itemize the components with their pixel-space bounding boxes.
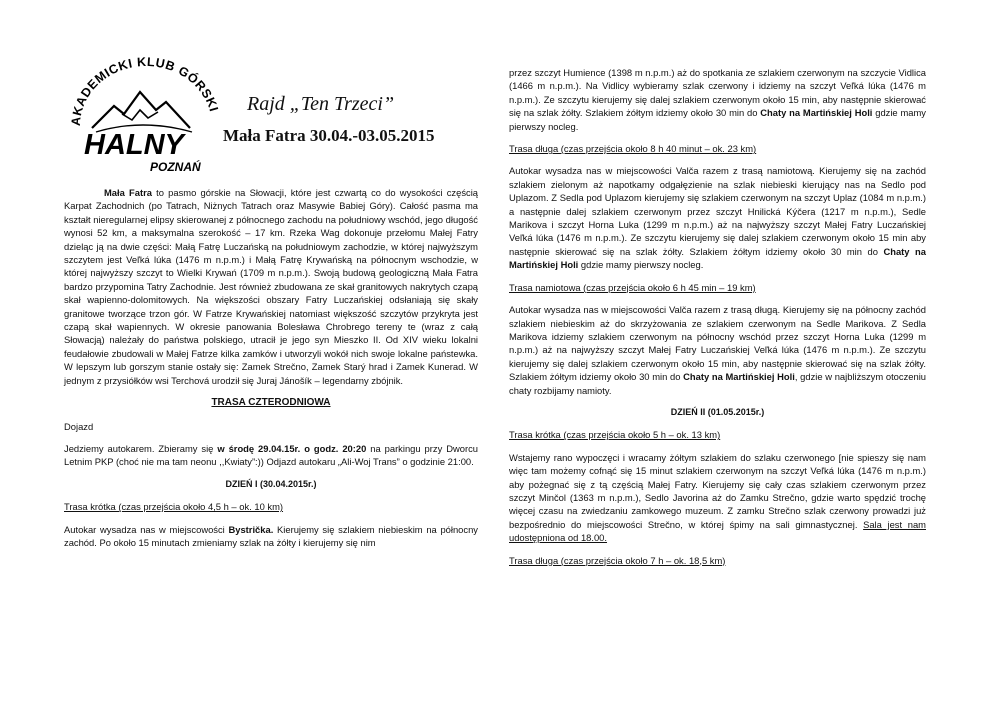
page-title: Rajd „Ten Trzeci” (247, 93, 395, 115)
page-subtitle: Mała Fatra 30.04.-03.05.2015 (223, 126, 435, 145)
intro-paragraph (64, 186, 478, 387)
tent1-text-b: , gdzie w najbliższym otoczeniu chaty rozbijamy namioty. (509, 371, 926, 396)
continuation-paragraph (509, 66, 926, 133)
day1-heading: DZIEŃ I (30.04.2015r.) (225, 478, 317, 489)
cont-text-b: gdzie mamy pierwszy nocleg. (509, 107, 926, 132)
logo-name: HALNY (84, 129, 184, 161)
route-short-1-paragraph (64, 523, 478, 550)
tent1-text-a: Autokar wysadza nas w miejscowości Valča razem z trasą długą. Kierujemy się na północny zachód szlakiem niebieskim aż do skrzyżowania ze szlakiem czerwonym na Sedle Marikova. Z Sedla Marikova idziemy szlakiem czerwonym na północny wschód przez szczyt Horna Luka (1299 m n.p.m.) aż na najwyższy szczyt Małej Fatry Luczańskiej Veľká lúka (1476 m n.p.m.). Ze szczytu kierujemy się dalej szlakiem czerwonym około 15 min, aby następnie skierować się na szlak żółty. Szlakiem żółtym idziemy około 30 min do (509, 304, 926, 383)
dojazd-paragraph (64, 442, 478, 469)
long1-text-b: gdzie mamy pierwszy nocleg. (578, 259, 704, 271)
short2-text-a: Wstajemy rano wypoczęci i wracamy żółtym szlakiem do szlaku czerwonego [nie spieszy się nam więc tam możemy cofnąć się 15 minut szlakiem czerwonym na szczyt Veľká lúka (1476 m n.p.m.) aby pożegnać się z tą częścią Małej Fatry. Kierujemy się cały czas szlakiem czerwonym przez szczyt Minčol (1363 m n.p.m.), Sedlo Javorina aż do Zamku Strečno, gdzie warto spędzić trochę więcej czasu na zwiedzaniu zamkowego muzeum. Z zamku Strečno szlak czerwony prowadzi już bezpośrednio do miejscowości Strečno, w której śpimy na sali gimnastycznej. (509, 451, 926, 530)
short1-bold: Bystrička. (228, 523, 274, 535)
route-tent-1-heading: Trasa namiotowa (czas przejścia około 6 h 45 min – 19 km) (509, 281, 756, 293)
day2-heading: DZIEŃ II (01.05.2015r.) (670, 406, 765, 417)
route-tent-1-paragraph (509, 303, 926, 397)
dojazd-label: Dojazd (64, 420, 94, 432)
dojazd-text-b: na parkingu przy Dworcu Letnim PKP (choć nie ma tam neonu ,,Kwiaty”:)) Odjazd autokaru „Ali-Woj Trans” o godzinie 21:00. (64, 442, 478, 468)
logo-city: POZNAŃ (150, 160, 201, 174)
route-short-1-heading: Trasa krótka (czas przejścia około 4,5 h – ok. 10 km) (64, 501, 284, 513)
short1-text-b: Kierujemy się szlakiem niebieskim na północny zachód. Po około 15 minutach zmieniamy szlak na żółty i kierujemy się nim (64, 523, 478, 548)
section-title: TRASA CZTERODNIOWA (211, 397, 331, 409)
left-column (64, 186, 478, 558)
long1-text-a: Autokar wysadza nas w miejscowości Valča razem z trasą namiotową. Kierujemy się na zachód szlakiem zielonym aż napotkamy odgałęzienie na szlak niebieski kierujący nas na Sedlo pod Uplazom. Z Sedla pod Uplazom kierujemy się szlakiem czerwonym na szczyt Uplaz (1084 m n.p.m.) a następnie dalej szlakiem czerwonym przez szczyt Hnilická Kýčera (1217 m n.p.m.), Sedle Marikova i szczyt Horna Luka (1299 m n.p.m.) aż na najwyższy szczyt Małej Fatry Luczańskiej Veľká lúka (1476 m n.p.m.). Ze szczytu kierujemy się dalej szlakiem czerwonym około 15 min aby następnie skierować się na szlak żółty. Szlakiem żółtym idziemy około 30 min do (509, 165, 926, 257)
dojazd-bold: w środę 29.04.15r. o godz. 20:20 (217, 442, 367, 454)
intro-bold: Mała Fatra (104, 187, 152, 198)
route-long-1-paragraph (509, 164, 926, 271)
club-logo (62, 48, 227, 180)
logo-arc-text: AKADEMICKI KLUB GÓRSKI (68, 54, 221, 127)
intro-text: to pasmo górskie na Słowacji, które jest czwartą co do wysokości częścią Karpat Zachodnich (po Tatrach, Niżnych Tatrach oraz Masywie Babiej Góry). Całość pasma ma kształt nieregularnej elipsy skierowanej z północnego zachodu na południowy wschód, jego długość wynosi 52 km, a maksymalna szerokość – 17 km. Rzeka Wag dokonuje przełomu Małej Fatry dzieląc ją na dwie części: Małą Fatrę Luczańską na południowym zachodzie, w której najwyższym szczytem jest Veľká lúka (1476 m n.p.m.) i Małą Fatrę Krywańską na północnym wschodzie, w której najwyższy szczyt to Wielki Krywań (1709 m n.p.m.). Swoją budową geologiczną Mała Fatra bardzo przypomina Tatry Zachodnie. Jest również zbudowana ze skał granitowych nakrytych czapą skał wapienno-dolomitowych. Na większości obszary Fatry Luczańskiej odsłaniają się skały granitowe tworzące trzon gór. W Fatrze Krywańskiej natomiast większość szczytów przykryta jest czapą skał wapiennych. W okresie panowania Bolesława Chrobrego tereny te (wraz z całą Słowacją) należały do państwa polskiego, utracił je jego syn Mieszko II. Od XIV wieku lokalni feudałowie zbudowali w Małej Fatrze kilka zamków i utworzyli wokół nich swoje lokalne państewka. W lepszym lub gorszym stanie ostały się: Zamek Strečno, Zamek Starý hrad i Zamek Kunerad. W jednym z przysiółków wsi Terchová urodził się Juraj Jánošík – legendarny zbójnik. (64, 187, 478, 386)
route-long-2-heading: Trasa długa (czas przejścia około 7 h – ok. 18,5 km) (509, 554, 726, 566)
chata-bold-1: Chaty na Martińskiej Holi (760, 107, 873, 119)
short2-underlined: Sala jest nam udostępniona od 18.00. (509, 518, 926, 544)
route-short-2-heading: Trasa krótka (czas przejścia około 5 h – ok. 13 km) (509, 429, 721, 441)
dojazd-text-a: Jedziemy autokarem. Zbieramy się (64, 442, 218, 454)
cont-text-a: przez szczyt Humience (1398 m n.p.m.) aż do spotkania ze szlakiem czerwonym na szczycie Vidlica (1466 m n.p.m.). Na Vidlicy wybieramy szlak czerwony i idziemy na szczyt Veľká lúka (1476 m n.p.m.). Ze szczytu kierujemy się dalej szlakiem czerwonym około 15 min, aby następnie skierować się na szlak żółty. Szlakiem żółtym idziemy około 30 min do (509, 67, 926, 119)
route-long-1-heading: Trasa długa (czas przejścia około 8 h 40 minut – ok. 23 km) (509, 143, 757, 155)
route-short-2-paragraph (509, 451, 926, 545)
mountain-logo-icon (62, 48, 227, 180)
chata-bold-2: Chaty na Martińskiej Holi (509, 245, 926, 271)
short1-text-a: Autokar wysadza nas w miejscowości (64, 523, 229, 535)
chata-bold-3: Chaty na Martińskiej Holi (683, 371, 795, 383)
right-column (509, 66, 926, 576)
